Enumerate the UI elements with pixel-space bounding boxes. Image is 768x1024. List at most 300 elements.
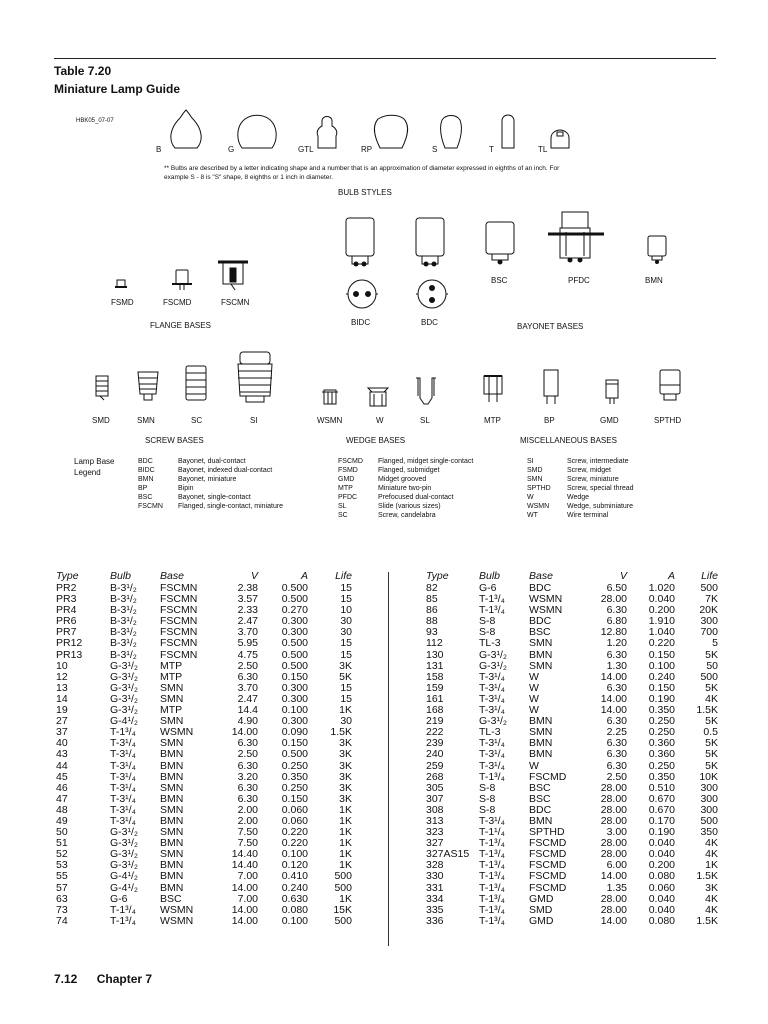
legend-entry <box>138 502 283 511</box>
table-cell: BMN <box>160 748 184 761</box>
table-cell: 0.150 <box>281 670 308 683</box>
table-cell: 5K <box>705 715 718 728</box>
table-cell: 14.00 <box>231 914 258 927</box>
table-cell: G-3¹/₂ <box>479 648 507 661</box>
table-cell: 0.150 <box>648 681 675 694</box>
table-cell: 5K <box>339 670 352 683</box>
table-cell: 0.100 <box>281 914 308 927</box>
table-cell: 0.500 <box>281 648 308 661</box>
table-cell: G-3¹/₂ <box>110 837 138 850</box>
table-cell: MTP <box>160 670 183 683</box>
legend-description: Prefocused dual-contact <box>378 494 454 501</box>
table-cell: FSCMN <box>160 593 198 606</box>
table-cell: BSC <box>160 892 182 905</box>
table-row <box>56 749 352 760</box>
legend-description: Wire terminal <box>567 512 609 519</box>
table-cell: 131 <box>426 659 444 672</box>
table-cell: 14.00 <box>231 903 258 916</box>
table-cell: BSC <box>529 781 551 794</box>
table-cell: 323 <box>426 826 444 839</box>
table-cell: 1K <box>339 837 352 850</box>
table-cell: 14.00 <box>600 692 627 705</box>
table-cell: 0.060 <box>648 881 675 894</box>
legend-description: Bayonet, indexed dual-contact <box>178 467 273 474</box>
table-cell: 0.350 <box>648 770 675 783</box>
table-cell: T-1³/₄ <box>110 914 136 927</box>
table-cell: SMN <box>160 848 184 861</box>
table-cell: W <box>529 692 539 705</box>
legend-code: BP <box>138 485 148 492</box>
table-cell: 15 <box>340 681 352 694</box>
table-cell: 0.250 <box>648 759 675 772</box>
legend-col-1 <box>138 457 283 511</box>
legend-col-3 <box>527 457 634 520</box>
label-spthd: SPTHD <box>654 416 682 425</box>
legend-entry <box>138 493 283 502</box>
column-header: V <box>250 569 258 582</box>
table-cell: 0.670 <box>648 803 675 816</box>
legend-code: BDC <box>138 458 153 465</box>
table-cell: 300 <box>700 615 718 628</box>
section-misc-bases: MISCELLANEOUS BASES <box>520 436 617 445</box>
table-cell: 1.35 <box>606 881 627 894</box>
bulb-b-shape <box>171 110 201 148</box>
table-cell: BSC <box>529 626 551 639</box>
legend-code: W <box>527 494 534 501</box>
page-number: 7.12 <box>54 972 78 986</box>
table-cell: T-1³/₄ <box>479 903 505 916</box>
bulb-g-shape <box>238 115 276 148</box>
table-cell: G-3¹/₂ <box>110 826 138 839</box>
table-cell: 30 <box>340 626 352 639</box>
table-cell: 2.50 <box>237 659 258 672</box>
table-cell: 0.150 <box>281 737 308 750</box>
table-cell: 2.00 <box>237 803 258 816</box>
label-sl: SL <box>420 416 430 425</box>
table-cell: 335 <box>426 903 444 916</box>
table-cell: 300 <box>700 781 718 794</box>
table-cell: 0.240 <box>648 670 675 683</box>
table-cell: 28.00 <box>600 814 627 827</box>
table-cell: 0.040 <box>648 903 675 916</box>
table-cell: T-3¹/₄ <box>110 803 136 816</box>
legend-description: Screw, special thread <box>567 485 634 492</box>
table-cell: 0.350 <box>281 770 308 783</box>
table-cell: 14.00 <box>600 670 627 683</box>
legend-description: Screw, miniature <box>567 476 619 483</box>
table-cell: 15 <box>340 648 352 661</box>
table-cell: 82 <box>426 582 438 594</box>
table-cell: 3.70 <box>237 681 258 694</box>
table-cell: 14.40 <box>231 848 258 861</box>
legend-title: Lamp Base Legend <box>74 457 115 477</box>
table-cell: 336 <box>426 914 444 927</box>
table-cell: GMD <box>529 914 554 927</box>
fscmn-base-drawing <box>218 262 248 290</box>
table-cell: 0.300 <box>281 715 308 728</box>
table-cell: TL-3 <box>479 726 501 739</box>
table-cell: 3K <box>339 737 352 750</box>
table-cell: 3.57 <box>237 593 258 606</box>
column-header: Bulb <box>479 569 501 582</box>
table-cell: BMN <box>529 814 553 827</box>
table-cell: 5K <box>705 681 718 694</box>
table-cell: 28.00 <box>600 792 627 805</box>
table-cell: 0.200 <box>648 604 675 617</box>
table-cell: W <box>529 704 539 717</box>
table-cell: BMN <box>160 792 184 805</box>
legend-entry <box>138 484 283 493</box>
table-row <box>56 883 352 894</box>
table-cell: 0.080 <box>648 914 675 927</box>
smn-base-drawing <box>138 372 158 400</box>
table-cell: 2.25 <box>606 726 627 739</box>
legend-code: SL <box>338 503 347 510</box>
table-cell: 0.270 <box>281 604 308 617</box>
table-cell: 2.38 <box>237 582 258 594</box>
table-cell: 3.70 <box>237 626 258 639</box>
lamp-diagrams <box>0 0 768 460</box>
table-cell: 13 <box>56 681 68 694</box>
table-cell: 0.060 <box>281 803 308 816</box>
table-cell: 12 <box>56 670 68 683</box>
table-cell: 3.00 <box>606 826 627 839</box>
table-cell: 0.150 <box>281 792 308 805</box>
table-cell: 0.500 <box>281 637 308 650</box>
wsmn-base-drawing <box>322 390 338 404</box>
table-cell: 500 <box>700 814 718 827</box>
table-cell: 0.040 <box>648 892 675 905</box>
table-cell: T-3¹/₄ <box>110 759 136 772</box>
table-cell: BSC <box>529 792 551 805</box>
table-cell: GMD <box>529 892 554 905</box>
legend-description: Screw, intermediate <box>567 458 629 465</box>
table-row <box>426 883 718 894</box>
table-cell: 239 <box>426 737 444 750</box>
legend-description: Bipin <box>178 485 194 492</box>
table-cell: 15 <box>340 637 352 650</box>
table-cell: T-3¹/₄ <box>110 814 136 827</box>
table-cell: 500 <box>334 881 352 894</box>
table-cell: S-8 <box>479 792 496 805</box>
table-cell: 0.190 <box>648 692 675 705</box>
table-cell: 6.30 <box>237 759 258 772</box>
table-cell: BDC <box>529 615 552 628</box>
table-cell: 500 <box>700 670 718 683</box>
table-cell: 1.5K <box>696 914 718 927</box>
table-cell: 0.220 <box>648 637 675 650</box>
table-cell: 47 <box>56 792 68 805</box>
table-cell: 51 <box>56 837 68 850</box>
table-cell: 49 <box>56 814 68 827</box>
table-cell: 0.190 <box>648 826 675 839</box>
table-cell: 2.50 <box>606 770 627 783</box>
label-pfdc: PFDC <box>568 276 590 285</box>
table-cell: 240 <box>426 748 444 761</box>
table-cell: 28.00 <box>600 848 627 861</box>
fsmd-base-drawing <box>115 280 127 287</box>
bsc-base-drawing <box>486 222 514 264</box>
legend-entry <box>527 484 634 493</box>
legend-entry <box>527 511 634 520</box>
table-cell: BMN <box>160 859 184 872</box>
table-cell: T-1³/₄ <box>479 848 505 861</box>
table-cell: 0.300 <box>281 626 308 639</box>
table-cell: 6.30 <box>606 759 627 772</box>
table-cell: 88 <box>426 615 438 628</box>
table-cell: SMN <box>529 637 553 650</box>
table-cell: 0.240 <box>281 881 308 894</box>
table-number: Table 7.20 <box>54 64 112 78</box>
table-cell: 112 <box>426 637 443 650</box>
mtp-base-drawing <box>484 376 502 402</box>
table-cell: MTP <box>160 659 183 672</box>
table-cell: 0.080 <box>648 870 675 883</box>
table-cell: 327AS15 <box>426 848 470 861</box>
table-cell: 1K <box>705 859 718 872</box>
table-cell: 3K <box>339 770 352 783</box>
table-cell: 268 <box>426 770 444 783</box>
table-cell: 0.5 <box>703 726 718 739</box>
table-cell: 0.500 <box>281 659 308 672</box>
table-cell: 222 <box>426 726 444 739</box>
table-cell: T-3¹/₄ <box>110 737 136 750</box>
label-bmn: BMN <box>645 276 663 285</box>
column-header: Base <box>160 569 184 582</box>
table-row <box>426 749 718 760</box>
table-cell: SMN <box>160 781 184 794</box>
table-cell: 4K <box>705 837 718 850</box>
table-cell: 15K <box>333 903 352 916</box>
table-cell: 3K <box>339 781 352 794</box>
table-cell: 2.50 <box>237 748 258 761</box>
legend-col-2 <box>338 457 473 520</box>
column-header: A <box>667 569 675 582</box>
table-cell: 259 <box>426 759 444 772</box>
table-cell: 308 <box>426 803 444 816</box>
table-cell: 0.510 <box>648 781 675 794</box>
table-cell: B-3¹/₂ <box>110 637 137 650</box>
table-cell: G-6 <box>110 892 128 905</box>
legend-code: FSCMN <box>138 503 163 510</box>
table-cell: 14.00 <box>600 914 627 927</box>
legend-description: Bayonet, miniature <box>178 476 237 483</box>
column-header: Type <box>56 569 79 582</box>
legend-description: Screw, candelabra <box>378 512 436 519</box>
label-wsmn: WSMN <box>317 416 343 425</box>
table-cell: FSCMN <box>160 604 198 617</box>
table-body-left <box>56 583 352 927</box>
table-cell: 14.00 <box>231 881 258 894</box>
table-cell: SMN <box>160 692 184 705</box>
table-cell: 5.95 <box>237 637 258 650</box>
legend-entry <box>338 484 473 493</box>
table-cell: PR7 <box>56 626 77 639</box>
bulb-gtl-shape <box>317 117 337 149</box>
table-cell: 6.00 <box>606 859 627 872</box>
table-cell: G-3¹/₂ <box>110 692 138 705</box>
table-body-right <box>426 583 718 927</box>
table-cell: 20K <box>699 604 718 617</box>
table-cell: SMN <box>529 726 553 739</box>
table-cell: 0.670 <box>648 792 675 805</box>
table-cell: 6.30 <box>237 792 258 805</box>
table-cell: G-3¹/₂ <box>479 659 507 672</box>
table-cell: BMN <box>160 759 184 772</box>
bulb-tl-shape <box>551 130 569 148</box>
legend-code: WT <box>527 512 538 519</box>
figure-id: HBK05_07-07 <box>76 118 114 124</box>
table-cell: FSCMD <box>529 848 567 861</box>
table-cell: T-1³/₄ <box>479 881 505 894</box>
legend-entry <box>138 475 283 484</box>
table-cell: 74 <box>56 914 68 927</box>
table-cell: 0.150 <box>648 648 675 661</box>
table-cell: 28.00 <box>600 803 627 816</box>
table-cell: SMN <box>529 659 553 672</box>
table-cell: 2.00 <box>237 814 258 827</box>
table-cell: BDC <box>529 582 552 594</box>
table-cell: G-3¹/₂ <box>110 659 138 672</box>
table-cell: FSCMD <box>529 770 567 783</box>
table-cell: 0.040 <box>648 848 675 861</box>
page-footer <box>54 972 152 986</box>
table-cell: 3K <box>339 759 352 772</box>
table-cell: SMN <box>160 803 184 816</box>
legend-entry <box>138 457 283 466</box>
table-cell: B-3¹/₂ <box>110 582 137 594</box>
legend-entry <box>527 457 634 466</box>
table-cell: 0.040 <box>648 837 675 850</box>
table-cell: G-4¹/₂ <box>110 715 138 728</box>
table-cell: 0.170 <box>648 814 675 827</box>
table-cell: 10 <box>56 659 68 672</box>
legend-description: Screw, midget <box>567 467 611 474</box>
table-cell: SMN <box>160 715 184 728</box>
label-bdc: BDC <box>421 318 438 327</box>
label-si: SI <box>250 416 258 425</box>
table-cell: T-1³/₄ <box>479 914 505 927</box>
table-cell: PR12 <box>56 637 83 650</box>
table-cell: 73 <box>56 903 68 916</box>
table-cell: SPTHD <box>529 826 565 839</box>
table-cell: 0.360 <box>648 737 675 750</box>
table-cell: 1.020 <box>648 582 675 594</box>
si-base-drawing <box>238 352 272 402</box>
table-row <box>56 650 352 661</box>
table-row <box>426 916 718 927</box>
table-cell: 219 <box>426 715 444 728</box>
column-header: Base <box>529 569 553 582</box>
table-cell: 6.80 <box>606 615 627 628</box>
table-cell: 305 <box>426 781 444 794</box>
legend-code: SMD <box>527 467 543 474</box>
table-cell: T-3¹/₄ <box>479 670 505 683</box>
table-cell: 6.30 <box>606 604 627 617</box>
table-cell: 14 <box>56 692 68 705</box>
legend-entry <box>338 475 473 484</box>
column-header: Type <box>426 569 449 582</box>
table-cell: B-3¹/₂ <box>110 615 137 628</box>
legend-description: Bayonet, dual-contact <box>178 458 246 465</box>
legend-code: PFDC <box>338 494 358 501</box>
table-cell: FSCMD <box>529 870 567 883</box>
table-cell: T-3¹/₄ <box>479 681 505 694</box>
table-cell: B-3¹/₂ <box>110 604 137 617</box>
bulb-rp-shape <box>374 115 407 148</box>
legend-entry <box>527 466 634 475</box>
table-cell: T-3¹/₄ <box>110 770 136 783</box>
label-bp: BP <box>544 416 555 425</box>
table-row <box>426 650 718 661</box>
table-cell: T-3¹/₄ <box>110 748 136 761</box>
section-bayonet-bases: BAYONET BASES <box>517 322 584 331</box>
legend-description: Flanged, midget single-contact <box>378 458 474 465</box>
table-cell: 1.5K <box>696 704 718 717</box>
table-cell: PR4 <box>56 604 77 617</box>
table-cell: 0.500 <box>281 593 308 606</box>
bulb-label-tl: TL <box>538 145 548 154</box>
bulb-label-g: G <box>228 145 235 154</box>
table-cell: T-3¹/₄ <box>479 737 505 750</box>
table-cell: 2.47 <box>237 615 258 628</box>
table-cell: 14.00 <box>231 726 258 739</box>
legend-entry <box>527 493 634 502</box>
table-cell: G-3¹/₂ <box>479 715 507 728</box>
table-cell: 5K <box>705 648 718 661</box>
sc-base-drawing <box>186 366 206 400</box>
legend-code: SPTHD <box>527 485 551 492</box>
section-bulb-styles: BULB STYLES <box>338 188 392 197</box>
table-cell: 1.040 <box>648 626 675 639</box>
table-cell: 3K <box>705 881 718 894</box>
table-cell: T-1³/₄ <box>110 726 136 739</box>
table-cell: T-1³/₄ <box>479 593 505 606</box>
table-cell: 28.00 <box>600 781 627 794</box>
table-cell: T-3¹/₄ <box>110 781 136 794</box>
table-cell: B-3¹/₂ <box>110 648 137 661</box>
table-cell: S-8 <box>479 626 496 639</box>
label-fscmn: FSCMN <box>221 298 250 307</box>
table-cell: 0.250 <box>648 715 675 728</box>
table-cell: 0.090 <box>281 726 308 739</box>
bdc-base-drawing <box>416 218 448 308</box>
table-cell: 1K <box>339 814 352 827</box>
table-cell: 28.00 <box>600 593 627 606</box>
table-cell: G-4¹/₂ <box>110 881 138 894</box>
table-cell: T-1³/₄ <box>479 892 505 905</box>
table-cell: G-6 <box>479 582 497 594</box>
table-cell: 19 <box>56 704 68 717</box>
legend-entry <box>527 502 634 511</box>
table-cell: 1K <box>339 892 352 905</box>
legend-entry <box>338 493 473 502</box>
table-cell: 45 <box>56 770 68 783</box>
table-cell: 14.00 <box>600 870 627 883</box>
table-cell: BMN <box>160 881 184 894</box>
table-cell: W <box>529 681 539 694</box>
table-cell: 1K <box>339 848 352 861</box>
table-cell: 4.90 <box>237 715 258 728</box>
table-row <box>56 761 352 772</box>
column-header: V <box>619 569 627 582</box>
table-cell: BMN <box>160 837 184 850</box>
legend-entry <box>338 511 473 520</box>
table-row <box>56 638 352 649</box>
table-cell: 0.100 <box>648 659 675 672</box>
table-cell: BMN <box>529 715 553 728</box>
column-header: Life <box>701 569 718 582</box>
